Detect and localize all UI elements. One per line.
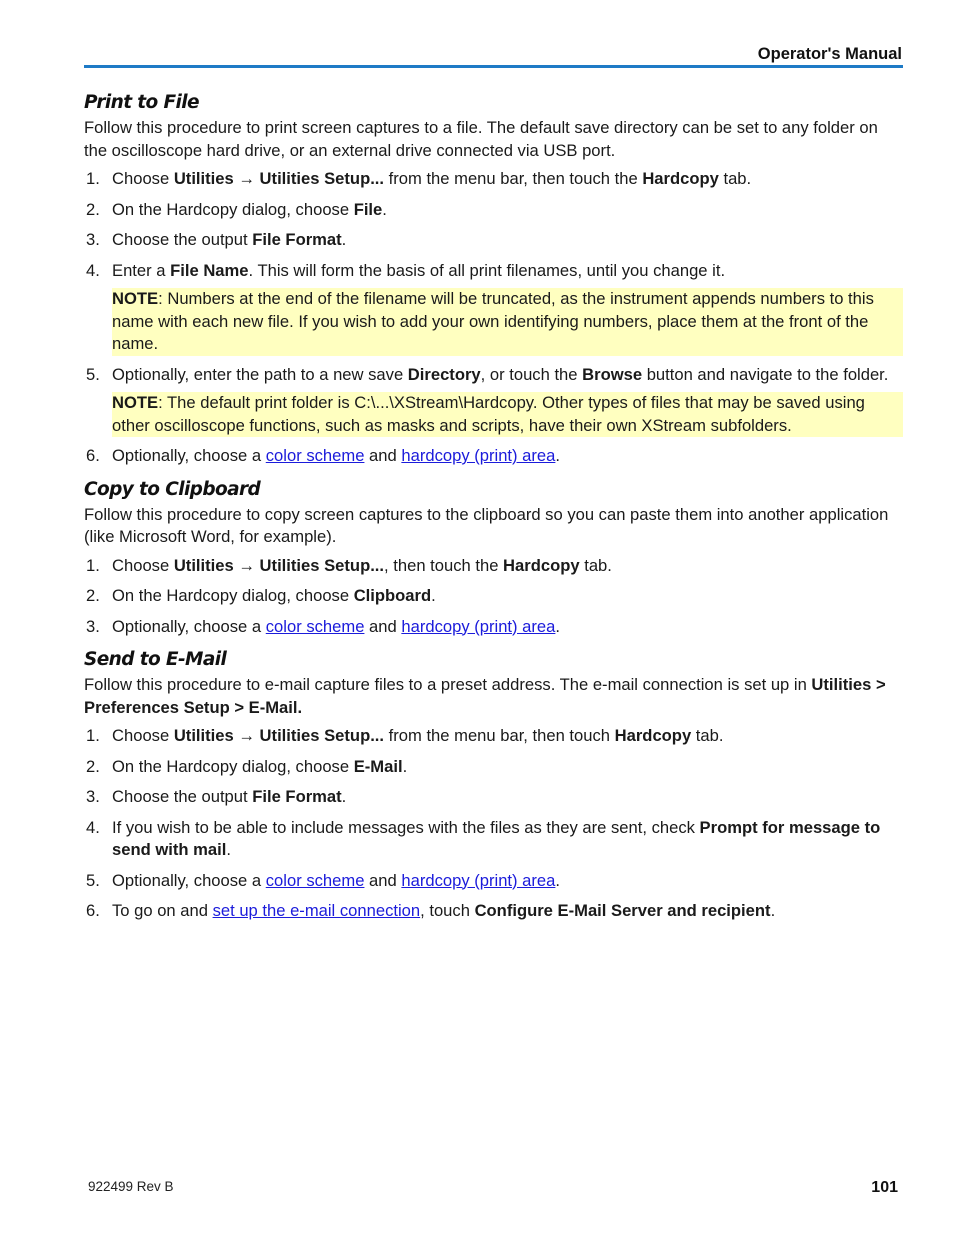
bold-term: File Format [252, 230, 342, 249]
step-item [84, 616, 903, 639]
text-run: Optionally, choose a [112, 446, 266, 465]
bold-term: Utilities → Utilities Setup... [173, 169, 385, 188]
step-item [84, 445, 903, 468]
text-run: Choose [112, 169, 174, 188]
bold-term: Browse [582, 364, 643, 384]
text-run: . [555, 446, 561, 465]
step-item [84, 168, 903, 191]
bold-term: NOTE [112, 289, 159, 308]
step-item [84, 870, 903, 893]
bold-term: Clipboard [353, 586, 432, 605]
step-number: 1. [86, 726, 100, 745]
text-run: On the Hardcopy dialog, choose [112, 586, 354, 605]
step-number: 3. [86, 787, 100, 806]
bold-term: Hardcopy [503, 555, 580, 575]
step-number: 2. [86, 756, 100, 776]
step-number: 6. [86, 901, 100, 920]
bold-term: Hardcopy [642, 169, 719, 188]
bold-term: Directory [407, 364, 481, 384]
text-run: , then touch the [384, 555, 504, 575]
section-heading: Send to E-Mail [84, 649, 227, 670]
text-run: Choose [112, 726, 174, 745]
step-item [84, 260, 903, 283]
bold-term: File Format [252, 787, 342, 806]
text-run: On the Hardcopy dialog, choose [112, 756, 354, 776]
link-hardcopy-print-area[interactable]: hardcopy (print) area [401, 616, 556, 636]
text-run: and [364, 616, 402, 636]
text-run: . [341, 230, 347, 249]
text-run: . [341, 787, 347, 806]
text-run: and [364, 870, 402, 890]
step-number: 2. [86, 199, 100, 219]
step-item [84, 817, 903, 862]
text-run: Optionally, choose a [112, 616, 266, 636]
text-run: Choose the output [112, 230, 253, 249]
bold-term: E-Mail [353, 756, 403, 776]
step-item [84, 756, 903, 779]
step-number: 3. [86, 230, 100, 249]
step-item [84, 725, 903, 748]
step-number: 5. [86, 870, 100, 890]
text-run: : Numbers at the end of the filename will be truncated, as the instrument appends numbers to this name with each new file. If you wish to add your own identifying numbers, place them at the front of the name. [112, 289, 874, 353]
text-run: from the menu bar, then touch [384, 726, 615, 745]
step-number: 4. [86, 260, 100, 280]
page-number: 101 [871, 1179, 898, 1196]
text-run: Choose the output [112, 787, 253, 806]
text-run: . [226, 840, 231, 859]
bold-term: Configure E-Mail Server and recipient [474, 901, 771, 920]
header-rule [84, 65, 903, 68]
text-run: . [555, 870, 561, 890]
link-hardcopy-print-area[interactable]: hardcopy (print) area [401, 870, 556, 890]
step-number: 3. [86, 616, 100, 636]
text-run: On the Hardcopy dialog, choose [112, 199, 354, 219]
bold-term: File Name [170, 260, 249, 280]
link-color-scheme[interactable]: color scheme [265, 870, 365, 890]
bold-term: Hardcopy [614, 726, 692, 745]
step-number: 6. [86, 446, 100, 465]
section-send-to-e-mail [84, 646, 903, 923]
text-run: . [431, 586, 436, 605]
step-list [84, 555, 903, 639]
bold-term: Utilities → Utilities Setup... [173, 726, 385, 745]
text-run: . [555, 616, 561, 636]
text-run: Optionally, enter the path to a new save [112, 364, 408, 384]
text-run: , or touch the [480, 364, 583, 384]
text-run: Enter a [112, 260, 171, 280]
text-run: tab. [718, 169, 752, 188]
step-item [84, 585, 903, 608]
document-number: 922499 Rev B [88, 1179, 174, 1194]
step-item [84, 555, 903, 578]
bold-term: Utilities > Preferences Setup > E-Mail. [84, 675, 886, 717]
step-list [84, 725, 903, 923]
text-run: button and navigate to the folder. [642, 364, 889, 384]
text-run: . [770, 901, 776, 920]
section-intro: Follow this procedure to copy screen captures to the clipboard so you can paste them into another application (like Microsoft Word, for example). [84, 504, 889, 546]
text-run: . [382, 199, 387, 219]
link-color-scheme[interactable]: color scheme [265, 446, 365, 465]
step-item [84, 229, 903, 252]
step-number: 1. [86, 555, 100, 575]
link-set-up-the-e-mail-connection[interactable]: set up the e-mail connection [212, 901, 421, 920]
step-list [84, 168, 903, 468]
section-intro: Follow this procedure to print screen captures to a file. The default save directory can be set to any folder on the oscilloscope hard drive, or an external drive connected via USB port. [84, 118, 878, 160]
page-content [84, 89, 903, 931]
section-heading: Print to File [84, 92, 199, 113]
step-item [84, 364, 903, 387]
text-run: and [364, 446, 402, 465]
text-run: Follow this procedure to e-mail capture files to a preset address. The e-mail connection is set up in [84, 675, 812, 694]
section-copy-to-clipboard [84, 476, 903, 639]
note-box [112, 288, 903, 356]
step-number: 5. [86, 364, 100, 384]
text-run: If you wish to be able to include messages with the files as they are sent, check [112, 817, 700, 837]
link-color-scheme[interactable]: color scheme [265, 616, 365, 636]
text-run: tab. [579, 555, 612, 575]
step-number: 2. [86, 586, 100, 605]
running-header-title: Operator's Manual [757, 45, 902, 63]
text-run: , touch [420, 901, 475, 920]
section-print-to-file [84, 89, 903, 468]
text-run: . This will form the basis of all print filenames, until you change it. [248, 260, 726, 280]
step-item [84, 199, 903, 222]
bold-term: NOTE [112, 393, 159, 412]
section-intro [84, 674, 903, 719]
step-number: 1. [86, 169, 100, 188]
bold-term: Prompt for message to send with mail [112, 817, 881, 859]
text-run: . [402, 756, 408, 776]
note-box [112, 392, 903, 437]
link-hardcopy-print-area[interactable]: hardcopy (print) area [401, 446, 556, 465]
text-run: Optionally, choose a [112, 870, 266, 890]
text-run: Choose [112, 555, 174, 575]
text-run: tab. [691, 726, 724, 745]
text-run: from the menu bar, then touch the [384, 169, 643, 188]
bold-term: Utilities → Utilities Setup... [173, 555, 385, 575]
section-heading: Copy to Clipboard [84, 478, 261, 500]
text-run: To go on and [112, 901, 213, 920]
step-item [84, 900, 903, 923]
bold-term: File [353, 199, 383, 219]
step-item [84, 786, 903, 809]
step-number: 4. [86, 817, 100, 837]
text-run: : The default print folder is C:\...\XStream\Hardcopy. Other types of files that may be saved using other oscilloscope functions, such as masks and scripts, have their own XStream subfolders. [112, 393, 865, 435]
